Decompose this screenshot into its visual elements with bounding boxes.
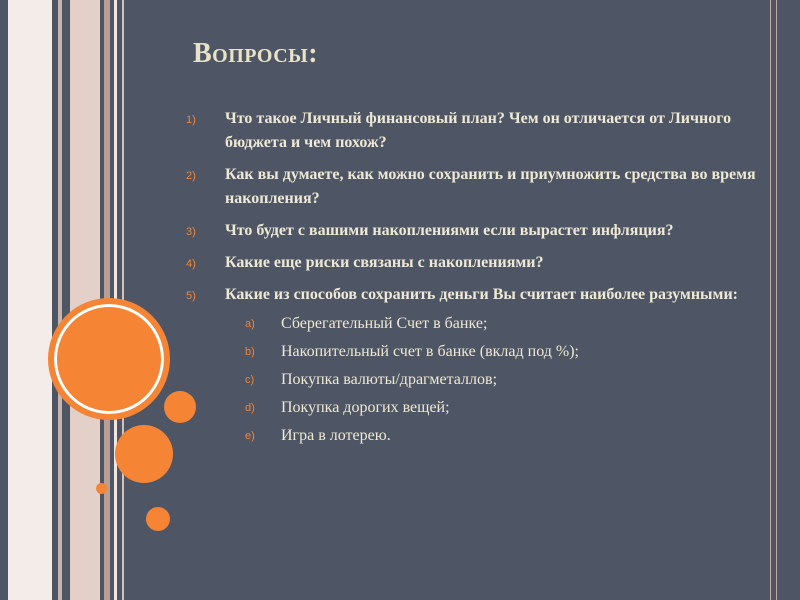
question-text: Какие из способов сохранить деньги Вы считает наиболее разумными: <box>225 286 738 303</box>
option-letter: c) <box>245 374 255 386</box>
option-text: Покупка дорогих вещей; <box>281 399 450 416</box>
option-letter: d) <box>245 402 255 414</box>
question-number: 5) <box>186 290 196 302</box>
option-list <box>186 310 766 450</box>
decor-line <box>776 0 777 600</box>
question-item <box>186 251 766 275</box>
decor-circle-medium <box>115 425 173 483</box>
decor-stripe <box>8 0 52 600</box>
option-item <box>186 394 766 422</box>
question-item <box>186 283 766 307</box>
option-item <box>186 366 766 394</box>
slide-title: Вопросы: <box>193 38 319 69</box>
question-number: 4) <box>186 258 196 270</box>
decor-circle-large <box>48 298 170 420</box>
question-item <box>186 163 766 211</box>
question-text: Как вы думаете, как можно сохранить и приумножить средства во время накопления? <box>225 166 756 207</box>
option-text: Накопительный счет в банке (вклад под %); <box>281 343 579 360</box>
option-text: Покупка валюты/драгметаллов; <box>281 371 498 388</box>
option-item <box>186 338 766 366</box>
decor-circle-small <box>146 507 170 531</box>
option-text: Игра в лотерею. <box>281 427 391 444</box>
decor-circle-tiny <box>96 483 107 494</box>
question-item <box>186 107 766 155</box>
option-letter: b) <box>245 346 255 358</box>
option-text: Сберегательный Счет в банке; <box>281 315 488 332</box>
question-text: Что будет с вашими накоплениями если вырастет инфляция? <box>225 222 674 239</box>
question-item <box>186 219 766 243</box>
question-text: Какие еще риски связаны с накоплениями? <box>225 254 544 271</box>
option-item <box>186 310 766 338</box>
option-letter: a) <box>245 318 255 330</box>
option-item <box>186 422 766 450</box>
question-number: 1) <box>186 114 196 126</box>
option-letter: e) <box>245 430 255 442</box>
question-text: Что такое Личный финансовый план? Чем он отличается от Личного бюджета и чем похож? <box>225 110 732 151</box>
decor-line <box>770 0 771 600</box>
decor-stripe <box>58 0 62 600</box>
question-list <box>186 107 766 450</box>
question-number: 2) <box>186 170 196 182</box>
question-number: 3) <box>186 226 196 238</box>
